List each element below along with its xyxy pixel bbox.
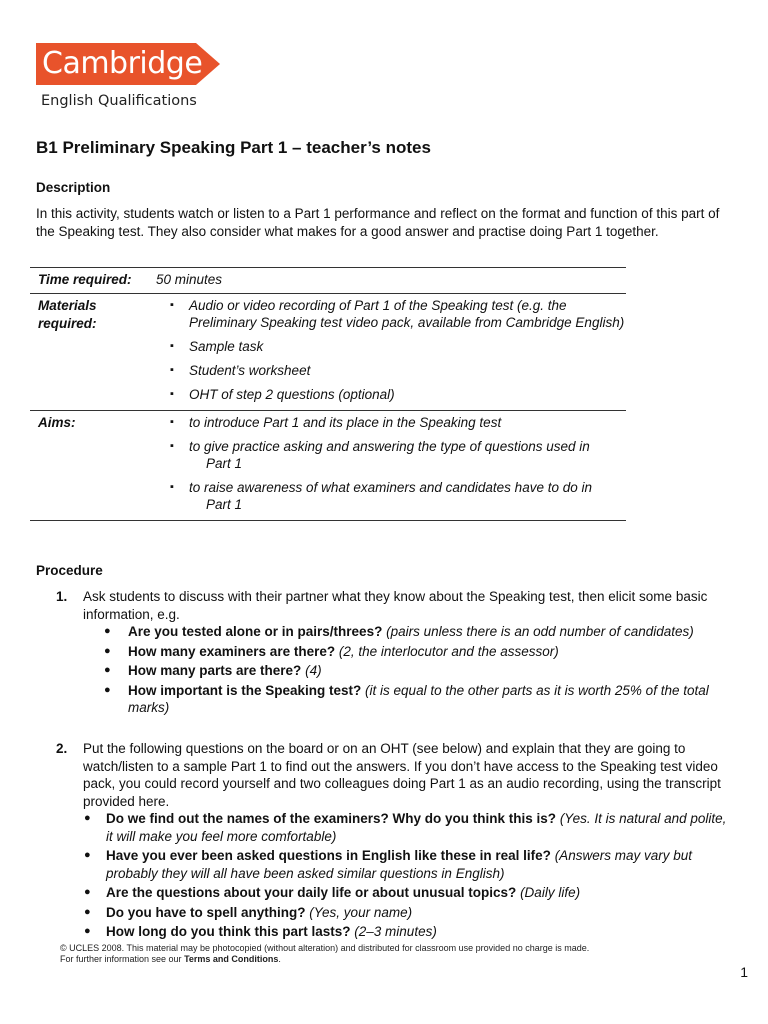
step-2-questions	[36, 810, 736, 941]
procedure-step-2	[36, 740, 736, 943]
copyright-footer	[60, 943, 589, 965]
materials-label: Materials required:	[30, 294, 156, 411]
list-item: ● Are the questions about your daily life or about unusual topics? (Daily life)	[36, 884, 736, 902]
list-item: ● Are you tested alone or in pairs/threes? (pairs unless there is an odd number of candidates)	[36, 623, 736, 641]
list-item: ● How many examiners are there? (2, the interlocutor and the assessor)	[36, 643, 736, 661]
time-value: 50 minutes	[156, 268, 626, 294]
cambridge-logo	[36, 43, 220, 85]
materials-list	[156, 297, 626, 403]
list-item: ● Have you ever been asked questions in English like these in real life? (Answers may vary but probably they will all have been asked similar questions in English)	[36, 847, 736, 882]
list-item: ▪ Audio or video recording of Part 1 of the Speaking test (e.g. the Preliminary Speaking test video pack, available from Cambridge English)	[156, 297, 626, 331]
list-item: ▪ to introduce Part 1 and its place in the Speaking test	[156, 414, 626, 431]
list-item: ● How many parts are there? (4)	[36, 662, 736, 680]
description-heading: Description	[36, 180, 111, 195]
aims-row	[30, 411, 626, 521]
list-item: ● How long do you think this part lasts? (2–3 minutes)	[36, 923, 736, 941]
aims-list	[156, 414, 626, 513]
time-label: Time required:	[30, 268, 156, 294]
step-number: 1.	[56, 589, 68, 604]
description-text: In this activity, students watch or listen to a Part 1 performance and reflect on the format and function of this part of the Speaking test. They also consider what makes for a good answer and practise doing Part 1 together.	[36, 206, 720, 239]
procedure-step-1	[36, 588, 736, 719]
copyright-line: © UCLES 2008. This material may be photocopied (without alteration) and distributed for classroom use provided no charge is made.	[60, 943, 590, 953]
logo-text: Cambridge	[42, 46, 203, 81]
terms-line: For further information see our Terms and Conditions.	[60, 954, 281, 964]
step-text: Ask students to discuss with their partner what they know about the Speaking test, then elicit some basic information, e.g.	[83, 589, 708, 622]
activity-info-table	[30, 267, 626, 521]
step-text: Put the following questions on the board or on an OHT (see below) and explain that they are going to watch/listen to a sample Part 1 to find out the answers. If you don’t have access to the Speaking test video pack, you could record yourself and two colleagues doing Part 1 as an audio recording, using the transcript provided here.	[83, 741, 721, 809]
page-number: 1	[740, 964, 748, 980]
list-item: ▪ OHT of step 2 questions (optional)	[156, 386, 626, 403]
procedure-heading: Procedure	[36, 563, 103, 578]
list-item: ▪ Sample task	[156, 338, 626, 355]
step-1-questions	[36, 623, 736, 717]
aims-label: Aims:	[30, 411, 156, 521]
logo-subtitle: English Qualifications	[41, 93, 197, 109]
step-number: 2.	[56, 741, 68, 756]
list-item: ● How important is the Speaking test? (it is equal to the other parts as it is worth 25% of the total marks)	[36, 682, 736, 717]
list-item: ● Do you have to spell anything? (Yes, your name)	[36, 904, 736, 922]
terms-link[interactable]: Terms and Conditions	[184, 954, 279, 964]
time-row	[30, 268, 626, 294]
list-item: ● Do we find out the names of the examiners? Why do you think this is? (Yes. It is natural and polite, it will make you feel more comfortable)	[36, 810, 736, 845]
list-item: ▪ to raise awareness of what examiners and candidates have to do in Part 1	[156, 479, 626, 513]
list-item: ▪ to give practice asking and answering the type of questions used in Part 1	[156, 438, 626, 472]
page-title: B1 Preliminary Speaking Part 1 – teacher’s notes	[36, 138, 431, 157]
list-item: ▪ Student’s worksheet	[156, 362, 626, 379]
materials-row	[30, 294, 626, 411]
